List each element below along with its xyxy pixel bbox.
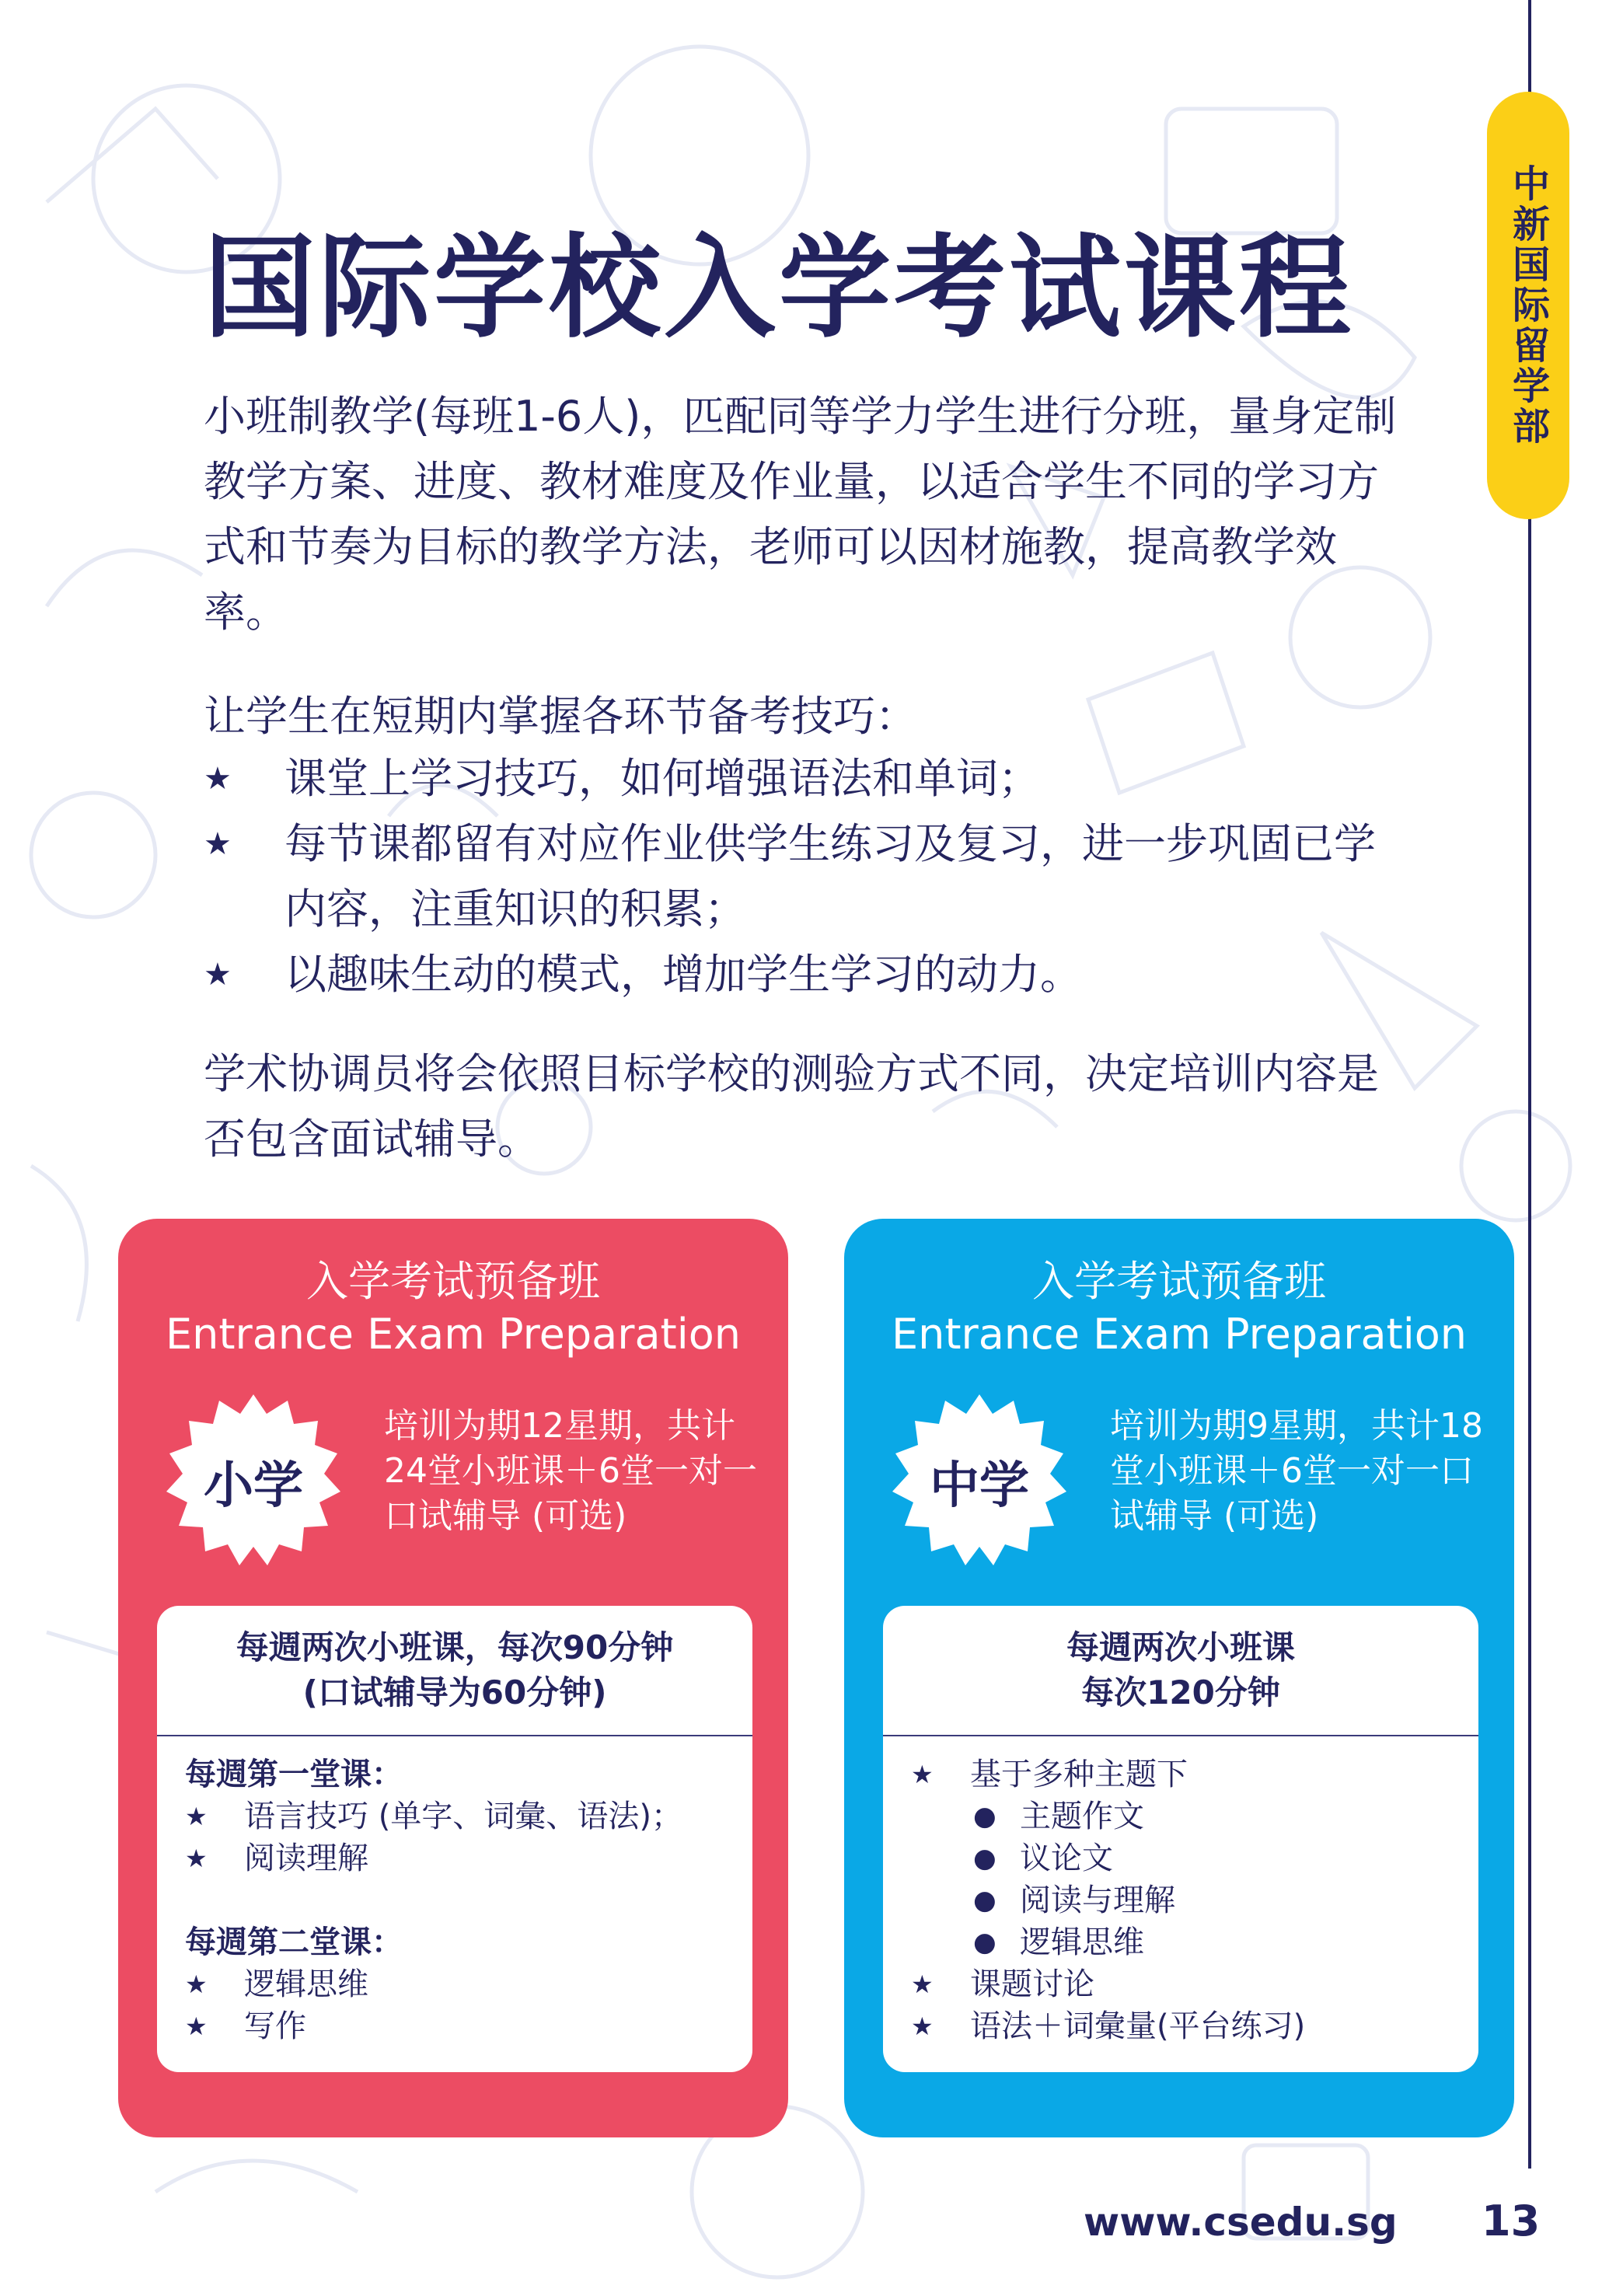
card-title-zh: 入学考试预备班	[1032, 1257, 1326, 1306]
star-icon: ★	[185, 1970, 208, 1999]
list-item	[204, 942, 1416, 1007]
list-item	[911, 1963, 1455, 2005]
star-icon: ★	[911, 2012, 934, 2041]
topic-item: 课题讨论	[970, 1966, 1094, 2002]
topic-sub-item: 议论文	[1020, 1841, 1113, 1876]
coordinator-paragraph: 学术协调员将会依照目标学校的测验方式不同，决定培训内容是否包含面试辅导。	[204, 1049, 1379, 1164]
list-item	[911, 1837, 1455, 1879]
topic-list	[911, 1753, 1455, 2047]
card-title-en: Entrance Exam Preparation	[166, 1310, 741, 1359]
badge-label: 小学	[204, 1457, 303, 1515]
schedule-box	[883, 1606, 1478, 2072]
badge-label: 中学	[930, 1457, 1029, 1515]
topic-item: 语法＋词彙量(平台练习)	[970, 2008, 1306, 2044]
lesson-list	[185, 1753, 729, 2047]
page-number: 13	[1482, 2197, 1541, 2245]
lesson-item: 阅读理解	[244, 1841, 368, 1876]
schedule-header	[883, 1606, 1478, 1735]
topic-sub-item: 阅读与理解	[1020, 1883, 1175, 1918]
topic-sub-item: 主题作文	[1020, 1799, 1144, 1834]
topic-item: 基于多种主题下	[970, 1757, 1188, 1792]
list-item	[911, 2005, 1455, 2047]
schedule-line-1: 每週两次小班课	[1066, 1628, 1295, 1666]
card-description: 培训为期12星期，共计24堂小班课＋6堂一对一口试辅导 (可选)	[384, 1406, 757, 1536]
list-item	[911, 1921, 1455, 1963]
star-icon: ★	[204, 826, 232, 862]
star-icon: ★	[204, 761, 232, 797]
star-icon: ★	[185, 1844, 208, 1873]
lesson-2-heading: 每週第二堂课：	[185, 1924, 403, 1960]
skill-text: 以趣味生动的模式，增加学生学习的动力。	[284, 950, 1082, 999]
star-icon: ★	[185, 1802, 208, 1831]
star-icon: ★	[204, 957, 232, 993]
lesson-item: 逻辑思维	[244, 1966, 368, 2002]
star-icon: ★	[185, 2012, 208, 2041]
card-title-zh: 入学考试预备班	[306, 1257, 600, 1306]
card-title-en: Entrance Exam Preparation	[892, 1310, 1467, 1359]
skill-text: 课堂上学习技巧，如何增强语法和单词；	[284, 754, 1040, 803]
divider	[157, 1735, 752, 1736]
schedule-line-2: (口试辅导为60分钟)	[302, 1673, 607, 1712]
dot-icon: ●	[973, 1843, 996, 1874]
department-label: 中新国际留学部	[1506, 164, 1550, 447]
schedule-line-2: 每次120分钟	[1081, 1673, 1280, 1712]
list-item	[185, 1963, 729, 2005]
starburst-badge-icon	[889, 1391, 1070, 1572]
list-item	[204, 811, 1416, 942]
dot-icon: ●	[973, 1885, 996, 1916]
lesson-item: 写作	[244, 2008, 306, 2044]
secondary-course-card	[844, 1219, 1514, 2137]
list-item	[185, 1795, 729, 1837]
schedule-line-1: 每週两次小班课，每次90分钟	[236, 1628, 674, 1666]
list-item	[911, 1879, 1455, 1921]
schedule-box	[157, 1606, 752, 2072]
dot-icon: ●	[973, 1927, 996, 1958]
card-description: 培训为期9星期，共计18堂小班课＋6堂一对一口试辅导 (可选)	[1110, 1406, 1483, 1536]
page-title: 国际学校入学考试课程	[204, 222, 1355, 353]
list-item	[911, 1795, 1455, 1837]
list-item	[185, 2005, 729, 2047]
star-icon: ★	[911, 1970, 934, 1999]
website-link[interactable]: www.csedu.sg	[1084, 2200, 1398, 2245]
skills-list	[204, 746, 1416, 1007]
star-icon: ★	[911, 1760, 934, 1789]
lesson-1-heading: 每週第一堂课：	[185, 1757, 403, 1792]
dot-icon: ●	[973, 1801, 996, 1832]
schedule-header	[157, 1606, 752, 1735]
primary-course-card	[118, 1219, 788, 2137]
lesson-item: 语言技巧 (单字、词彙、语法)；	[244, 1799, 682, 1834]
list-item	[204, 746, 1416, 811]
intro-paragraph: 小班制教学(每班1-6人)，匹配同等学力学生进行分班，量身定制教学方案、进度、教材难度及作业量，以适合学生不同的学习方式和节奏为目标的教学方法，老师可以因材施教，提高教学效率。	[204, 392, 1397, 637]
divider	[883, 1735, 1478, 1736]
list-item	[911, 1753, 1455, 1795]
topic-sub-item: 逻辑思维	[1020, 1924, 1144, 1960]
starburst-badge-icon	[163, 1391, 344, 1572]
department-side-tab	[1487, 92, 1569, 519]
list-item	[185, 1837, 729, 1879]
skill-text: 每节课都留有对应作业供学生练习及复习，进一步巩固已学内容，注重知识的积累；	[284, 819, 1376, 933]
skills-heading: 让学生在短期内掌握各环节备考技巧：	[204, 692, 917, 741]
